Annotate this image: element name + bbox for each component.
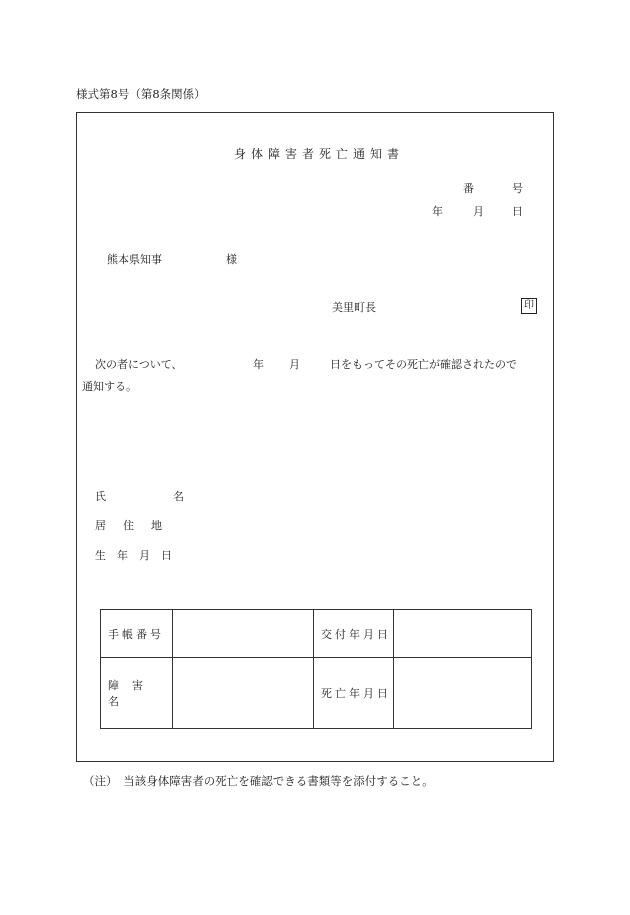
date-year-label: 年 xyxy=(432,205,443,218)
footnote: （注） 当該身体障害者の死亡を確認できる書類等を添付すること。 xyxy=(83,774,434,788)
body-month-label: 月 xyxy=(289,358,300,371)
field-name-label-first: 氏 xyxy=(95,490,106,503)
body-text-line2: 通知する。 xyxy=(82,380,137,393)
table-row xyxy=(101,658,532,729)
body-text-start: 次の者について、 xyxy=(95,358,183,371)
field-name-label-second: 名 xyxy=(173,490,184,503)
death-date-label: 死亡年月日 xyxy=(314,658,394,729)
form-number-header: 様式第8号（第8条関係） xyxy=(76,87,206,101)
issuer-name: 美里町長 xyxy=(332,301,376,314)
date-month-label: 月 xyxy=(473,205,484,218)
death-date-cell[interactable] xyxy=(394,658,532,729)
addressee: 熊本県知事 xyxy=(107,253,162,266)
field-address-label: 居住地 xyxy=(95,519,179,532)
handbook-number-cell[interactable] xyxy=(173,610,314,658)
body-year-label: 年 xyxy=(253,358,264,371)
date-day-label: 日 xyxy=(512,205,523,218)
disability-name-label: 障害名 xyxy=(101,658,173,729)
body-text-rest: 日をもってその死亡が確認されたので xyxy=(330,358,517,371)
field-birthdate-label: 生年月日 xyxy=(95,549,183,562)
disability-name-cell[interactable] xyxy=(173,658,314,729)
document-title: 身体障害者死亡通知書 xyxy=(234,147,405,161)
info-table xyxy=(100,609,532,729)
addressee-honorific: 様 xyxy=(226,253,237,266)
issue-date-cell[interactable] xyxy=(394,610,532,658)
issue-date-label: 交付年月日 xyxy=(314,610,394,658)
number-suffix: 号 xyxy=(512,182,523,195)
number-label: 番 xyxy=(463,182,474,195)
handbook-number-label: 手帳番号 xyxy=(101,610,173,658)
seal-mark: 印 xyxy=(521,298,537,314)
table-row xyxy=(101,610,532,658)
